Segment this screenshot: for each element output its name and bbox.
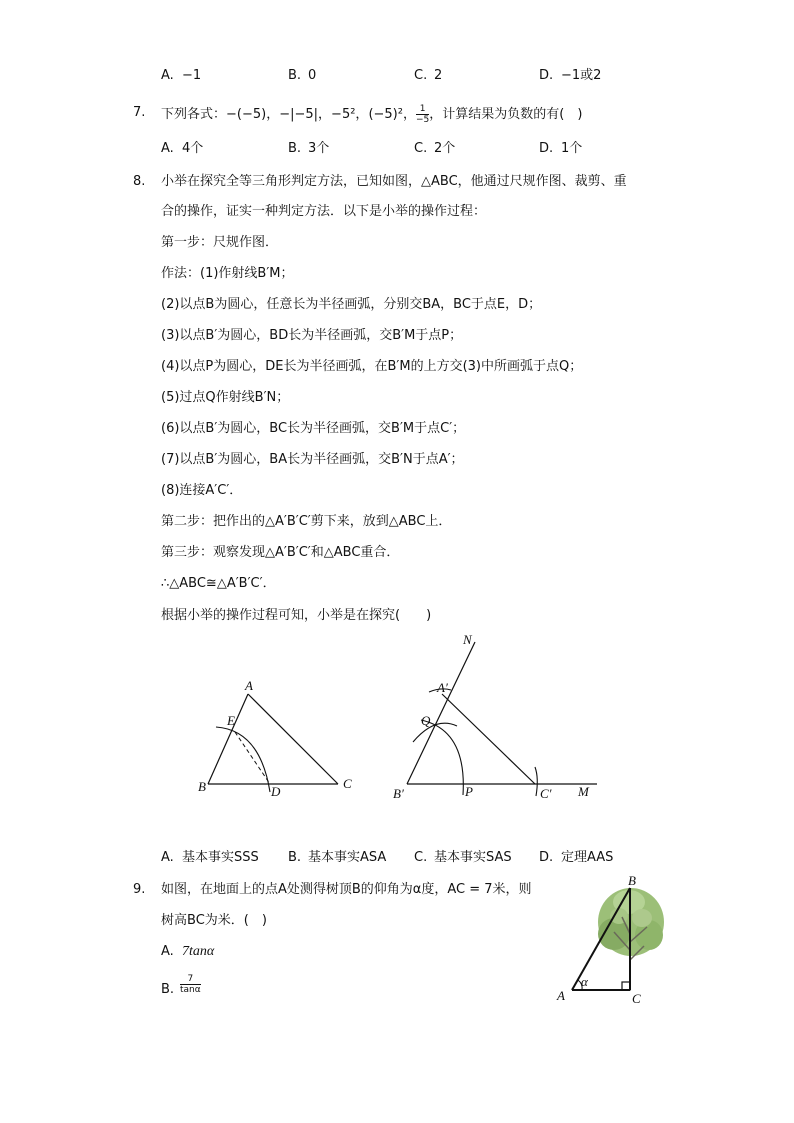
- q6-option-b-text: 0: [308, 68, 317, 83]
- q9-option-a-text: 7tanα: [182, 944, 215, 959]
- arc-c-prime: [535, 767, 537, 796]
- q8-line-12: 第二步：把作出的△A′B′C′剪下来，放到△ABC上．: [161, 514, 452, 529]
- q9-line-1: 如图，在地面上的点A处测得树顶B的仰角为α度，AC = 7米，则: [161, 882, 532, 897]
- q8-option-c-letter[interactable]: C.: [414, 850, 428, 865]
- q9-figure-tree: [552, 872, 667, 1007]
- label-c: C: [343, 776, 352, 791]
- q7-expr-2: −|−5|，: [279, 107, 332, 122]
- label-m: M: [578, 784, 589, 799]
- q8-line-4: 作法：(1)作射线B′M；: [161, 266, 294, 281]
- right-angle-mark: [622, 982, 630, 990]
- q7-option-b-text: 3个: [308, 141, 330, 156]
- q6-option-b-letter[interactable]: B.: [288, 68, 302, 83]
- label-n: N: [463, 632, 472, 647]
- q8-line-13: 第三步：观察发现△A′B′C′和△ABC重合．: [161, 545, 400, 560]
- q8-line-14: ∴△ABC≅△A′B′C′．: [161, 576, 276, 591]
- q6-option-a-letter[interactable]: A.: [161, 68, 174, 83]
- q8-option-a-text: 基本事实SSS: [182, 850, 259, 865]
- q9-option-b-den: tanα: [180, 985, 201, 995]
- q8-line-2: 合的操作，证实一种判定方法．以下是小举的操作过程：: [161, 204, 487, 219]
- q8-option-b-text: 基本事实ASA: [308, 850, 387, 865]
- q7-option-c-letter[interactable]: C.: [414, 141, 428, 156]
- q8-figure-construction: [385, 630, 610, 805]
- q7-option-a-text: 4个: [182, 141, 204, 156]
- label-e: E: [227, 713, 235, 728]
- q8-option-d-letter[interactable]: D.: [539, 850, 554, 865]
- q8-number: 8.: [133, 174, 146, 189]
- q9-option-a-letter[interactable]: A.: [161, 944, 174, 959]
- ray-bn: [407, 642, 475, 784]
- segment-ac: [248, 694, 338, 784]
- q7-expr-3: −5²，: [331, 107, 369, 122]
- q8-option-a-letter[interactable]: A.: [161, 850, 174, 865]
- q8-line-6: (3)以点B′为圆心，BD长为半径画弧，交B′M于点P；: [161, 328, 463, 343]
- q8-line-3: 第一步：尺规作图．: [161, 235, 279, 250]
- q7-number: 7.: [133, 105, 146, 120]
- q6-option-c-letter[interactable]: C.: [414, 68, 428, 83]
- label-alpha: α: [581, 974, 588, 989]
- q9-option-b-frac: [180, 974, 201, 995]
- q9-line-2: 树高BC为米．( ): [161, 913, 267, 928]
- q8-line-10: (7)以点B′为圆心，BA长为半径画弧，交B′N于点A′；: [161, 452, 464, 467]
- q7-frac-den: −5: [415, 115, 430, 125]
- segment-ac-prime: [442, 694, 535, 784]
- q8-line-15: 根据小举的操作过程可知，小举是在探究( ): [161, 608, 432, 623]
- q9-number: 9.: [133, 882, 146, 897]
- label-a: A: [245, 678, 253, 693]
- q9-option-b-letter[interactable]: B.: [161, 982, 175, 997]
- q7-fraction: [416, 104, 429, 125]
- label-q: Q: [421, 713, 431, 728]
- label-b: B: [628, 873, 636, 888]
- q7-option-c-text: 2个: [434, 141, 456, 156]
- label-a-prime: A′: [437, 680, 448, 695]
- arc-ed: [216, 727, 270, 792]
- q8-line-11: (8)连接A′C′．: [161, 483, 243, 498]
- label-c: C: [632, 991, 641, 1006]
- q8-line-5: (2)以点B为圆心，任意长为半径画弧，分别交BA，BC于点E，D；: [161, 297, 542, 312]
- q8-line-7: (4)以点P为圆心，DE长为半径画弧，在B′M的上方交(3)中所画弧于点Q；: [161, 359, 583, 374]
- q7-frac-num: 1: [416, 104, 429, 115]
- q7-expr-1: −(−5)，: [226, 107, 280, 122]
- q8-option-d-text: 定理AAS: [561, 850, 614, 865]
- q7-option-b-letter[interactable]: B.: [288, 141, 302, 156]
- q6-option-a-text: −1: [182, 68, 202, 83]
- label-a: A: [557, 988, 565, 1003]
- q6-option-c-text: 2: [434, 68, 443, 83]
- label-d: D: [271, 784, 281, 799]
- q8-line-9: (6)以点B′为圆心，BC长为半径画弧，交B′M于点C′；: [161, 421, 466, 436]
- label-c-prime: C′: [540, 786, 552, 801]
- q8-figure-abc: [190, 675, 370, 800]
- label-p: P: [465, 784, 473, 799]
- q8-line-8: (5)过点Q作射线B′N；: [161, 390, 290, 405]
- q7-expr-4: (−5)²，: [368, 107, 416, 122]
- q7-stem: [161, 104, 582, 125]
- q7-option-d-letter[interactable]: D.: [539, 141, 554, 156]
- label-b-prime: B′: [393, 786, 404, 801]
- q8-option-c-text: 基本事实SAS: [434, 850, 512, 865]
- q8-line-1: 小举在探究全等三角形判定方法，已知如图，△ABC，他通过尺规作图、裁剪、重: [161, 174, 627, 189]
- q7-option-d-text: 1个: [561, 141, 583, 156]
- q7-stem-prefix: 下列各式：: [161, 107, 227, 122]
- segment-ba: [208, 694, 248, 784]
- q9-option-b-fraction: [180, 974, 201, 995]
- label-b: B: [198, 779, 206, 794]
- q9-option-b-num: 7: [180, 974, 201, 985]
- q7-option-a-letter[interactable]: A.: [161, 141, 174, 156]
- q8-option-b-letter[interactable]: B.: [288, 850, 302, 865]
- segment-ed-dashed: [235, 732, 270, 784]
- q6-option-d-letter[interactable]: D.: [539, 68, 554, 83]
- q7-stem-suffix: ，计算结果为负数的有( ): [429, 107, 583, 122]
- q6-option-d-text: −1或2: [561, 68, 602, 83]
